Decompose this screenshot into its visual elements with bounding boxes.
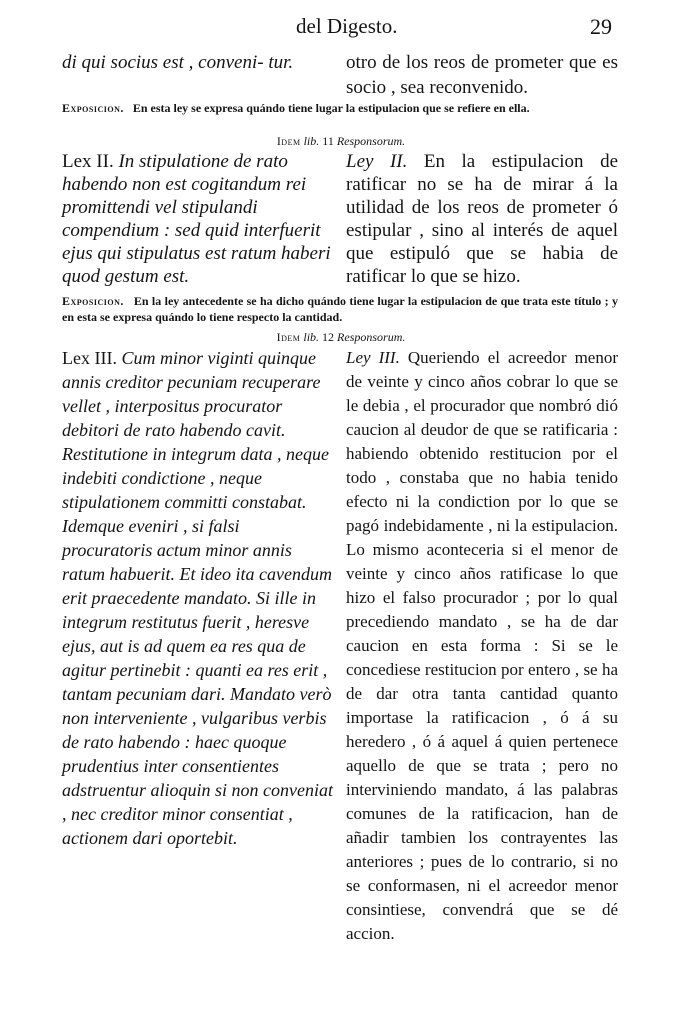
exposicion-note-1 — [62, 100, 618, 116]
latin-text: In stipulatione de rato habendo non est cogitandum rei promittendi vel stipulandi compendium : sed quid interfuerit ejus qui stipulatus est ratum haberi quod gestum est. — [62, 151, 331, 287]
running-header — [0, 14, 682, 44]
source-citation-1 — [0, 134, 682, 149]
ley-label: Ley III. — [346, 348, 400, 367]
latin-column — [62, 150, 334, 288]
spanish-text: Queriendo el acreedor menor de veinte y cinco años cobrar lo que se le debia , el procurador que nombró dió caucion al deudor de que se ratificaria : habiendo obtenido restitucion por el todo , constaba que no habia tenido efecto ni la condiction por lo que se pagó indebidamente , ni la estipulacion. Lo mismo aconteceria si el menor de veinte y cinco años ratificase lo que hizo el falso procurador ; por lo qual precediendo mandato , se ha de dar caucion en esta forma : Si se le concediese restitucion por entero , se ha de dar otra tanta cantidad quanto importase la ratificacion , ó á su heredero , ó á aquel á quien pertenece aquello de que se trata ; pero no interviniendo mandato, á las palabras comunes de la ratificacion, han de añadir tambien los contrayentes las anteriores ; pues de lo contrario, si no se conformasen, ni el acreedor menor consintiese, convendrá que se dé accion. — [346, 348, 619, 943]
citation-work: Responsorum. — [337, 330, 406, 344]
citation-lib: lib. — [303, 134, 320, 148]
exposicion-note-2 — [62, 293, 618, 325]
latin-column — [62, 50, 334, 100]
latin-column — [62, 346, 334, 946]
ley-label: Ley II. — [346, 151, 408, 172]
citation-idem: Idem — [276, 330, 301, 344]
citation-number: 12 — [322, 330, 335, 344]
spanish-column — [346, 346, 618, 946]
latin-text: Cum minor viginti quinque annis creditor pecuniam recuperare vellet , interpositus procurator debitori de rato habendo cavit. Restitutione in integrum data , neque indebiti condictione , neque stipulationem committi constabat. Idemque eveniri , si falsi procuratoris actum minor annis ratum habuerit. Et ideo ita cavendum erit praecedente mandato. Si ille in integrum restitutus fuerit , heresve ejus, aut is ad quem ea res qua de agitur pertinebit : quanti ea res erit , tantam pecuniam dari. Mandato verò non interveniente , vulgaribus verbis de rato habendo : haec quoque prudentius inter consentientes adstruentur alioquin si non conveniat , nec creditor minor consentiat , actionem dari oportebit. — [62, 348, 333, 848]
law3 — [62, 346, 618, 946]
spanish-column — [346, 150, 618, 288]
exposicion-text: En esta ley se expresa quándo tiene lugar la estipulacion que se refiere en ella. — [132, 101, 530, 115]
exposicion-text: En la ley antecedente se ha dicho quándo tiene lugar la estipulacion de que trata este título ; y en esta se expresa quándo lo tiene respecto la cantidad. — [62, 294, 619, 324]
page-number: 29 — [590, 14, 612, 39]
law2 — [62, 150, 618, 288]
latin-text: di qui socius est , conveni- tur. — [62, 52, 294, 73]
citation-lib: lib. — [303, 330, 320, 344]
lex-label: Lex III. — [62, 348, 117, 368]
citation-number: 11 — [322, 134, 334, 148]
running-title: del Digesto. — [296, 14, 398, 38]
exposicion-label: Exposicion. — [62, 101, 124, 115]
citation-work: Responsorum. — [336, 134, 406, 148]
source-citation-2 — [0, 330, 682, 345]
lex-label: Lex II. — [62, 151, 114, 172]
spanish-column — [346, 50, 618, 100]
law1-continuation — [62, 50, 618, 100]
spanish-text: En la estipulacion de ratificar no se ha de mirar á la utilidad de los reos de prometer ó estipular , sino al interés de aquel que estipuló que se habia de ratificar lo que se hizo. — [346, 151, 619, 287]
citation-idem: Idem — [276, 134, 301, 148]
exposicion-label: Exposicion. — [62, 294, 124, 308]
spanish-text: otro de los reos de prometer que es socio , sea reconvenido. — [346, 52, 618, 98]
